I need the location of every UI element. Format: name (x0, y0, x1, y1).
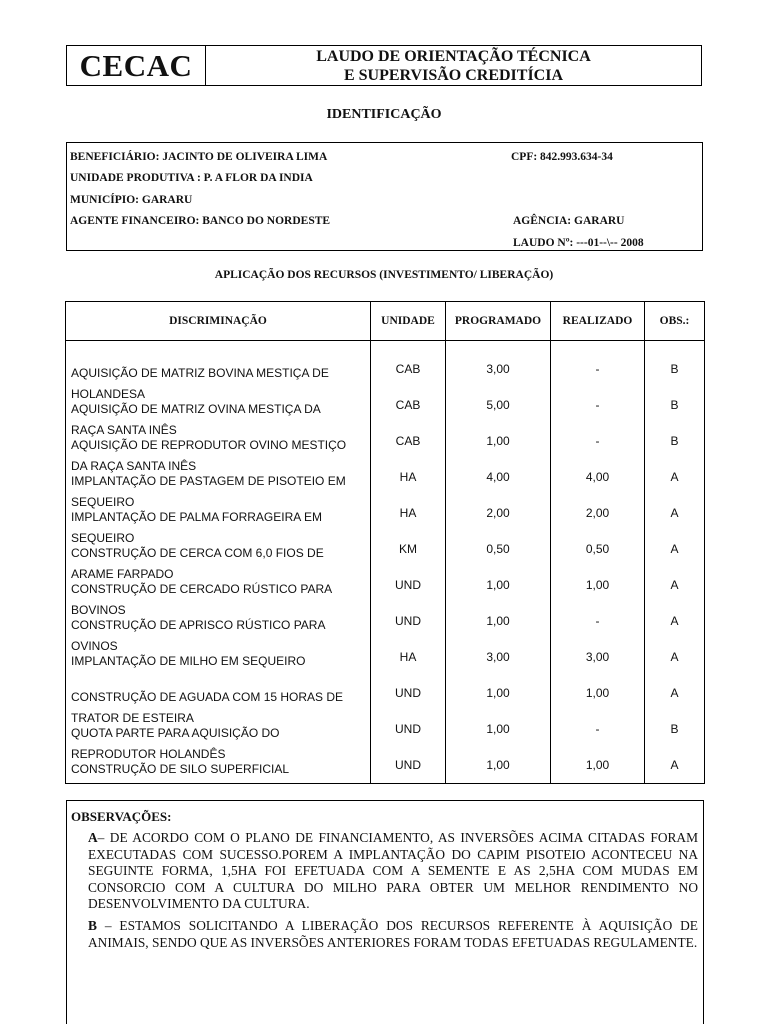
cell-obs: B (670, 722, 679, 736)
identificacao-heading: IDENTIFICAÇÃO (326, 107, 442, 122)
cell-discriminacao: CONSTRUÇÃO DE CERCA COM 6,0 FIOS DE ARAME FARPADO (71, 546, 324, 581)
cell-discriminacao: AQUISIÇÃO DE MATRIZ BOVINA MESTIÇA DE HOLANDESA (71, 366, 329, 401)
observation-b-text: – ESTAMOS SOLICITANDO A LIBERAÇÃO DOS RECURSOS REFERENTE À AQUISIÇÃO DE ANIMAIS, SENDO QUE AS INVERSÕES ANTERIORES FORAM TODAS EFETUADAS REGULAMENTE. (88, 918, 698, 950)
beneficiario-field: BENEFICIÁRIO: JACINTO DE OLIVEIRA LIMA (70, 151, 328, 163)
cell-realizado: 1,00 (585, 686, 610, 700)
document-header (66, 45, 702, 86)
cell-discriminacao: AQUISIÇÃO DE MATRIZ OVINA MESTIÇA DA RAÇA SANTA INÊS (71, 402, 321, 437)
cell-unidade: CAB (395, 362, 421, 376)
column-header-programado: PROGRAMADO (454, 315, 542, 327)
aplicacao-heading: APLICAÇÃO DOS RECURSOS (INVESTIMENTO/ LIBERAÇÃO) (214, 269, 554, 281)
cell-obs: B (670, 362, 679, 376)
cell-unidade: UND (395, 758, 421, 772)
cell-unidade: UND (395, 686, 421, 700)
cell-discriminacao: IMPLANTAÇÃO DE PALMA FORRAGEIRA EM SEQUEIRO (71, 510, 322, 545)
cell-obs: A (670, 542, 679, 556)
cell-realizado: - (595, 614, 600, 628)
observacoes-box (66, 800, 704, 1024)
cell-unidade: CAB (395, 434, 421, 448)
cell-programado: 3,00 (486, 650, 510, 664)
laudo-number-field: LAUDO Nº: ---01--\-- 2008 (513, 237, 644, 249)
cell-unidade: UND (395, 614, 421, 628)
column-header-obs: OBS.: (659, 315, 690, 327)
cell-realizado: 4,00 (585, 470, 610, 484)
cell-obs: A (670, 470, 679, 484)
column-header-unidade: UNIDADE (381, 315, 435, 327)
title-line-1: LAUDO DE ORIENTAÇÃO TÉCNICA (316, 48, 591, 65)
cell-programado: 1,00 (486, 614, 510, 628)
cell-obs: A (670, 506, 679, 520)
cell-discriminacao: CONSTRUÇÃO DE CERCADO RÚSTICO PARA BOVINOS (71, 582, 333, 617)
title-line-2: E SUPERVISÃO CREDITÍCIA (343, 67, 564, 84)
cpf-field: CPF: 842.993.634-34 (511, 151, 613, 163)
cell-obs: A (670, 686, 679, 700)
resources-table (65, 301, 705, 784)
observation-a-text: – DE ACORDO COM O PLANO DE FINANCIAMENTO, AS INVERSÕES ACIMA CITADAS FORAM EXECUTADAS COM SUCESSO.POREM A IMPLANTAÇÃO DO CAPIM PISOTEIO ACONTECEU NA SEGUINTE FORMA, 1,5HA FOI EFETUADA COM A SEMENTE E AS 2,5HA COM MUDAS EM CONSORCIO COM A CULTURA DO MILHO PARA OBTER UM MELHOR RENDIMENTO NO DESENVOLVIMENTO DA CULTURA. (88, 830, 698, 911)
column-header-discriminacao: DISCRIMINAÇÃO (169, 315, 267, 327)
identification-box (66, 142, 703, 251)
cell-unidade: UND (395, 722, 421, 736)
cell-discriminacao: IMPLANTAÇÃO DE PASTAGEM DE PISOTEIO EM SEQUEIRO (71, 474, 346, 509)
cell-realizado: - (595, 398, 600, 412)
cell-unidade: KM (399, 542, 417, 556)
cell-discriminacao: CONSTRUÇÃO DE AGUADA COM 15 HORAS DE TRATOR DE ESTEIRA (71, 690, 344, 725)
cell-programado: 3,00 (486, 362, 510, 376)
header-divider (66, 340, 704, 341)
cell-realizado: 2,00 (585, 506, 610, 520)
cell-realizado: - (595, 722, 600, 736)
cell-unidade: HA (399, 470, 417, 484)
observation-a-label: A (88, 830, 98, 845)
cell-realizado: 3,00 (585, 650, 610, 664)
cell-obs: A (670, 614, 679, 628)
cell-realizado: 1,00 (585, 578, 610, 592)
cell-programado: 1,00 (486, 578, 510, 592)
cell-obs: A (670, 758, 679, 772)
cell-obs: B (670, 434, 679, 448)
column-header-realizado: REALIZADO (562, 315, 633, 327)
cell-realizado: - (595, 362, 600, 376)
agente-financeiro-field: AGENTE FINANCEIRO: BANCO DO NORDESTE (70, 215, 331, 227)
cell-discriminacao: AQUISIÇÃO DE REPRODUTOR OVINO MESTIÇO DA RAÇA SANTA INÊS (71, 438, 347, 473)
cell-realizado: 0,50 (585, 542, 610, 556)
observation-b-label: B (88, 918, 97, 933)
cell-programado: 1,00 (486, 758, 510, 772)
document-title (206, 47, 701, 85)
agencia-field: AGÊNCIA: GARARU (513, 215, 625, 227)
cell-obs: A (670, 578, 679, 592)
observation-a (88, 830, 698, 913)
cell-programado: 1,00 (486, 434, 510, 448)
cell-programado: 5,00 (486, 398, 510, 412)
cell-programado: 1,00 (486, 722, 510, 736)
cell-programado: 2,00 (486, 506, 510, 520)
cell-unidade: UND (395, 578, 421, 592)
cecac-logo: CECAC (67, 46, 206, 85)
cell-unidade: HA (399, 506, 417, 520)
cell-programado: 1,00 (486, 686, 510, 700)
cell-unidade: CAB (395, 398, 421, 412)
cell-realizado: - (595, 434, 600, 448)
cell-discriminacao: CONSTRUÇÃO DE APRISCO RÚSTICO PARA OVINOS (71, 618, 326, 653)
cell-obs: B (670, 398, 679, 412)
cell-discriminacao: IMPLANTAÇÃO DE MILHO EM SEQUEIRO (71, 654, 306, 668)
cell-unidade: HA (399, 650, 417, 664)
cell-programado: 4,00 (486, 470, 510, 484)
cell-discriminacao: CONSTRUÇÃO DE SILO SUPERFICIAL (71, 762, 290, 776)
cell-realizado: 1,00 (585, 758, 610, 772)
cell-discriminacao: QUOTA PARTE PARA AQUISIÇÃO DO REPRODUTOR HOLANDÊS (71, 726, 280, 761)
observation-b (88, 918, 698, 951)
cell-programado: 0,50 (486, 542, 510, 556)
municipio-field: MUNICÍPIO: GARARU (70, 194, 193, 206)
unidade-produtiva-field: UNIDADE PRODUTIVA : P. A FLOR DA INDIA (70, 172, 313, 184)
cell-obs: A (670, 650, 679, 664)
observacoes-title: OBSERVAÇÕES: (71, 809, 172, 824)
